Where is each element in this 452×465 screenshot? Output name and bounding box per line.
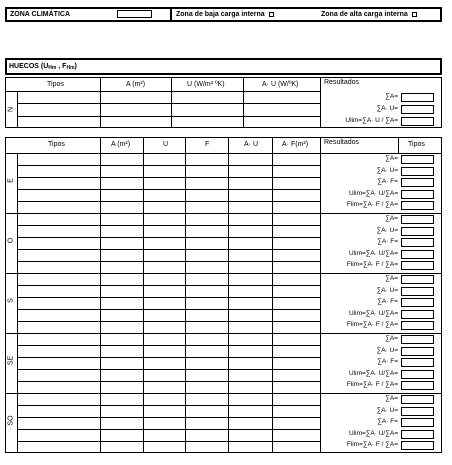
result-input[interactable] [401, 358, 434, 367]
top-bar-divider [170, 7, 172, 22]
result-input[interactable] [401, 418, 434, 427]
result-label: Ulim=∑A· U/∑A= [349, 369, 398, 377]
data-row-line [17, 369, 320, 370]
result-input[interactable] [401, 178, 434, 187]
result-input[interactable] [401, 298, 434, 307]
huecos-title-sub2: Hm [66, 65, 75, 71]
north-result-label: Ulim=∑A· U / ∑A= [345, 117, 398, 124]
north-header-line [5, 91, 320, 92]
result-label: Ulim=∑A· U/∑A= [349, 189, 398, 197]
north-result-label: ∑A· U= [376, 105, 398, 112]
data-row-line [17, 429, 320, 430]
north-col-line-2 [171, 77, 172, 128]
result-input[interactable] [401, 155, 434, 164]
main-header-resultados: Resultados [324, 139, 360, 146]
result-label: Ulim=∑A· U/∑A= [349, 249, 398, 257]
orientation-separator [5, 393, 442, 394]
result-input[interactable] [401, 190, 434, 199]
data-row-line [17, 357, 320, 358]
north-header-u: U (W/m² ºK) [187, 81, 225, 88]
result-label: ∑A= [385, 275, 398, 282]
result-label: ∑A· F= [377, 238, 398, 246]
result-label: ∑A= [385, 215, 398, 222]
result-label: Flim=∑A· F / ∑A= [346, 441, 398, 449]
north-result-label: ∑A= [385, 93, 398, 100]
north-header-tipos: Tipos [47, 81, 64, 88]
data-row-line [17, 249, 320, 250]
result-label: ∑A· U= [376, 406, 398, 414]
data-row-line [17, 285, 320, 286]
result-label: ∑A· F= [377, 418, 398, 426]
result-input[interactable] [401, 227, 434, 236]
north-header-resultados: Resultados [324, 79, 360, 86]
orientation-label-s: S [7, 298, 15, 303]
result-label: Flim=∑A· F / ∑A= [346, 201, 398, 209]
data-row-line [17, 189, 320, 190]
orientation-separator [5, 213, 442, 214]
result-label: ∑A· F= [377, 358, 398, 366]
result-input[interactable] [401, 430, 434, 439]
result-label: ∑A= [385, 335, 398, 342]
north-header-a: A (m²) [126, 81, 146, 88]
orientation-separator [5, 333, 442, 334]
result-label: Flim=∑A· F / ∑A= [346, 261, 398, 269]
result-label: Flim=∑A· F / ∑A= [346, 381, 398, 389]
main-header-af: A· F(m²) [282, 141, 309, 148]
result-label: ∑A· U= [376, 226, 398, 234]
alta-carga-checkbox[interactable] [412, 12, 417, 17]
north-orientation-label: N [7, 106, 15, 113]
orientation-label-o: O [7, 237, 15, 244]
orientation-label-e: E [7, 178, 15, 183]
data-row-line [17, 309, 320, 310]
north-row-line-1 [17, 103, 320, 104]
result-label: ∑A· F= [377, 178, 398, 186]
result-input[interactable] [401, 395, 434, 404]
baja-carga-checkbox[interactable] [269, 12, 274, 17]
data-row-line [17, 225, 320, 226]
result-label: ∑A· F= [377, 298, 398, 306]
result-input[interactable] [401, 201, 434, 210]
result-label: ∑A= [385, 155, 398, 162]
huecos-title-end: ) [74, 63, 77, 70]
data-row-line [17, 261, 320, 262]
main-col-line [17, 153, 18, 453]
result-input[interactable] [401, 261, 434, 270]
data-row-line [17, 237, 320, 238]
north-result-input[interactable] [401, 93, 434, 102]
result-label: ∑A· U= [376, 286, 398, 294]
data-row-line [17, 165, 320, 166]
data-row-line [17, 321, 320, 322]
result-label: ∑A· U= [376, 346, 398, 354]
result-label: Ulim=∑A· U/∑A= [349, 429, 398, 437]
main-header-line [5, 153, 442, 154]
north-result-input[interactable] [401, 117, 434, 126]
result-label: Ulim=∑A· U/∑A= [349, 309, 398, 317]
result-input[interactable] [401, 321, 434, 330]
huecos-title-mid: , F [56, 63, 67, 70]
alta-carga-text: Zona de alta carga interna [321, 11, 408, 18]
result-input[interactable] [401, 167, 434, 176]
result-label: ∑A= [385, 395, 398, 402]
main-header-a: A (m²) [111, 141, 131, 148]
data-row-line [17, 201, 320, 202]
huecos-title-sub1: Hm [48, 65, 57, 71]
data-row-line [17, 177, 320, 178]
north-col-line-0 [17, 91, 18, 128]
main-col-line-right [398, 137, 399, 153]
main-col-line [320, 137, 321, 453]
orientation-separator [5, 273, 442, 274]
result-input[interactable] [401, 347, 434, 356]
result-input[interactable] [401, 310, 434, 319]
result-input[interactable] [401, 335, 434, 344]
huecos-title [9, 63, 77, 72]
result-input[interactable] [401, 275, 434, 284]
north-header-au: A· U (W/ºK) [262, 81, 299, 88]
north-result-input[interactable] [401, 105, 434, 114]
data-row-line [17, 441, 320, 442]
main-header-au: A· U [244, 141, 258, 148]
data-row-line [17, 405, 320, 406]
result-input[interactable] [401, 215, 434, 224]
data-row-line [17, 417, 320, 418]
baja-carga-text: Zona de baja carga interna [176, 11, 265, 18]
data-row-line [17, 381, 320, 382]
result-input[interactable] [401, 238, 434, 247]
north-col-line-1 [100, 77, 101, 128]
result-label: ∑A· U= [376, 166, 398, 174]
main-header-tipos-right: Tipos [408, 141, 425, 148]
result-input[interactable] [401, 250, 434, 259]
orientation-label-se: SE [7, 355, 15, 366]
north-col-line-3 [243, 77, 244, 128]
main-header-f: F [205, 141, 210, 148]
baja-carga-label [176, 11, 274, 19]
zona-climatica-label: ZONA CLIMÁTICA [10, 11, 71, 18]
north-row-line-2 [17, 116, 320, 117]
north-col-line-4 [320, 77, 321, 128]
result-input[interactable] [401, 370, 434, 379]
result-input[interactable] [401, 381, 434, 390]
result-input[interactable] [401, 441, 434, 450]
main-header-tipos: Tipos [48, 141, 65, 148]
result-input[interactable] [401, 287, 434, 296]
orientation-label-so: SO [7, 415, 15, 426]
result-input[interactable] [401, 407, 434, 416]
data-row-line [17, 297, 320, 298]
alta-carga-label [321, 11, 417, 19]
huecos-title-main: HUECOS (U [9, 63, 49, 70]
main-header-u: U [163, 141, 169, 148]
zona-climatica-input[interactable] [117, 10, 152, 18]
data-row-line [17, 345, 320, 346]
result-label: Flim=∑A· F / ∑A= [346, 321, 398, 329]
